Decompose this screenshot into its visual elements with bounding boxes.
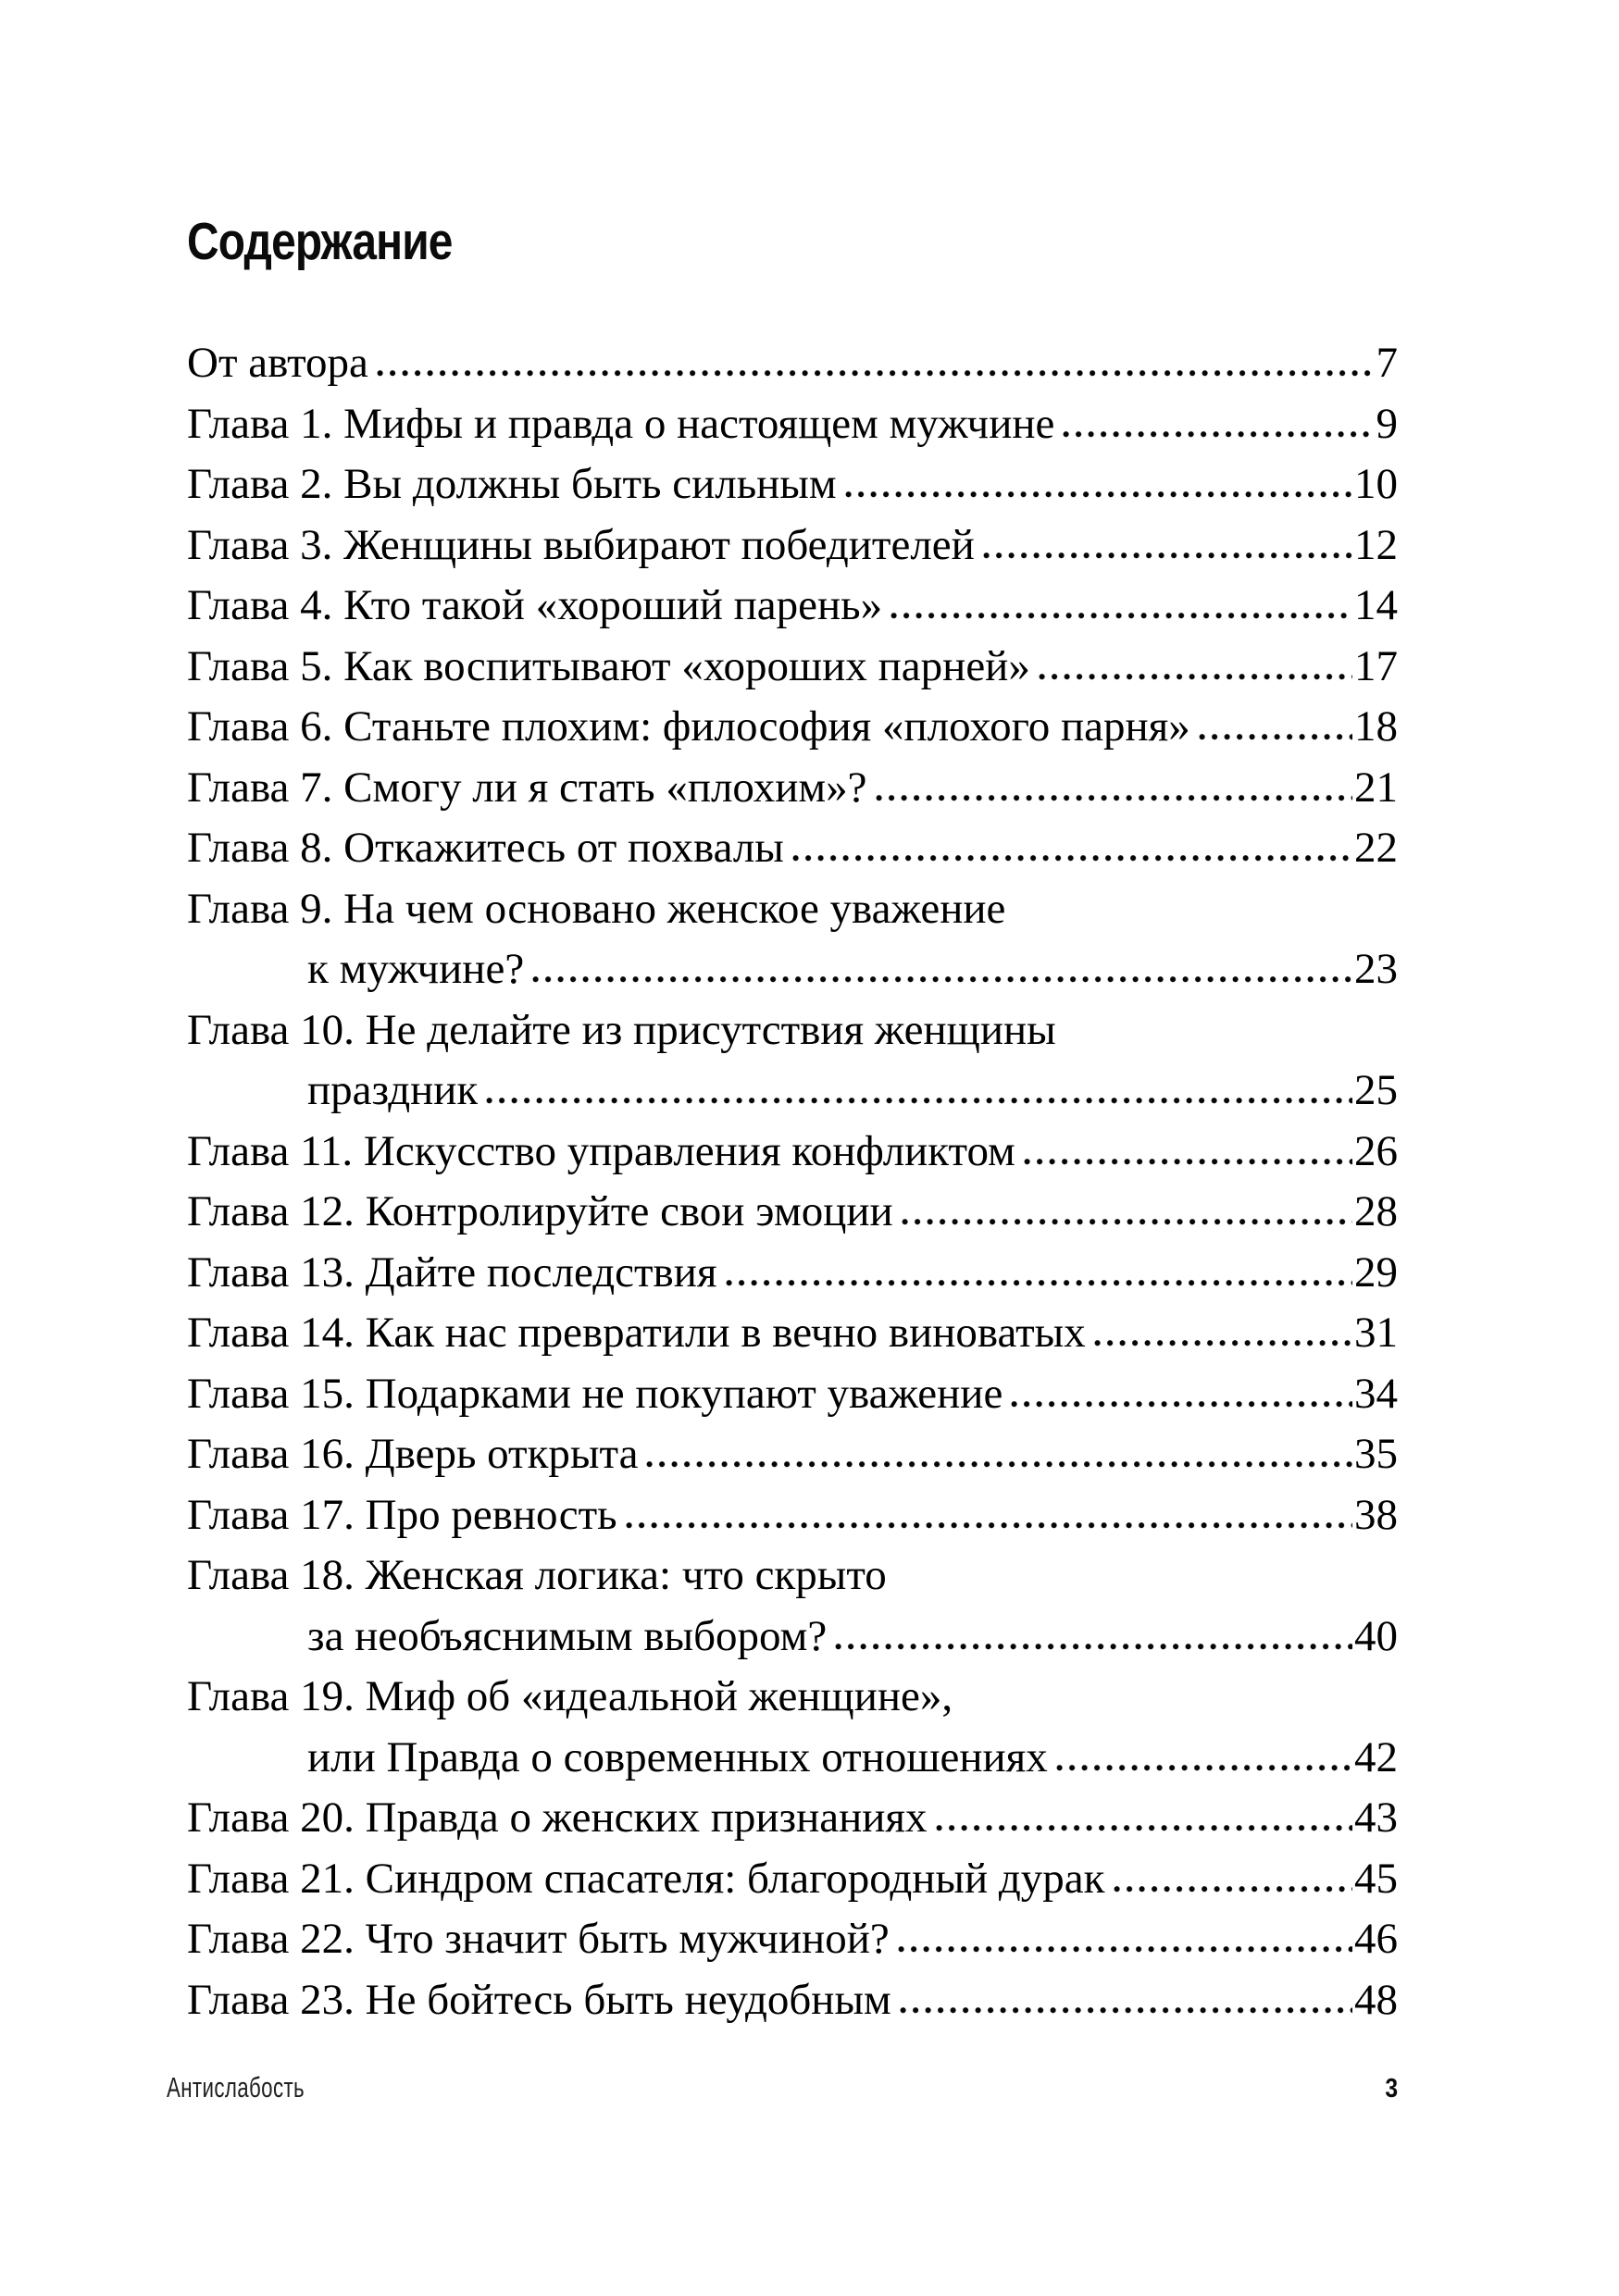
toc-page-number: 28 [1354,1187,1398,1235]
toc-page-number: 14 [1354,581,1398,629]
toc-page-number: 45 [1354,1854,1398,1903]
toc-entry-text: Глава 15. Подарками не покупают уважение [187,1369,1003,1418]
toc-entry [187,1303,1398,1364]
toc-page-number: 12 [1354,520,1398,569]
toc-entry-continuation-line [187,1728,1398,1789]
toc-entry-text: Глава 10. Не делайте из присутствия женщины [187,1005,1056,1054]
toc-entry-text: Глава 13. Дайте последствия [187,1247,717,1297]
toc-page-number: 7 [1376,339,1398,387]
toc-entry [187,1182,1398,1243]
toc-entry-text: Глава 20. Правда о женских признаниях [187,1793,928,1842]
toc-entry-line [187,394,1398,455]
toc-entry-line [187,1243,1398,1304]
toc-entry [187,1000,1398,1122]
dot-leader [1111,1885,1353,1893]
toc-entry-text: Глава 22. Что значит быть мужчиной? [187,1915,890,1963]
toc-entry-line [187,1667,1398,1728]
toc-entry [187,1122,1398,1183]
toc-entry-line [187,697,1398,758]
toc-entry-text: Глава 14. Как нас превратили в вечно виноватых [187,1309,1086,1357]
toc-entry-text: Глава 4. Кто такой «хороший парень» [187,581,883,629]
toc-entry-continuation-line [187,1061,1398,1122]
toc-entry-line [187,1970,1398,2031]
toc-page-number: 42 [1354,1732,1398,1781]
dot-leader [1091,1339,1352,1347]
toc-entry-line [187,879,1398,940]
toc-entry-text: Глава 9. На чем основано женское уважение [187,884,1006,933]
toc-entry-line [187,1849,1398,1910]
dot-leader [723,1279,1352,1286]
toc-entry-line [187,1424,1398,1485]
dot-leader [790,854,1352,862]
toc-entry-line [187,576,1398,637]
dot-leader [888,612,1352,619]
dot-leader [1196,733,1352,740]
toc-page-number: 23 [1354,945,1398,993]
toc-entry [187,1667,1398,1788]
dot-leader [899,1218,1352,1225]
toc-entry-text: Глава 3. Женщины выбирают победителей [187,520,975,569]
toc-entry-text: От автора [187,339,368,387]
toc-page-number: 10 [1354,460,1398,508]
toc-entry-line [187,1545,1398,1607]
toc-entry-text: Глава 5. Как воспитывают «хороших парней» [187,641,1030,690]
toc-list [187,333,1398,2030]
toc-entry [187,394,1398,455]
toc-entry-text: праздник [307,1066,479,1114]
toc-entry [187,1909,1398,1970]
dot-leader [1060,430,1374,438]
toc-entry-text: Глава 11. Искусство управления конфликтом [187,1126,1015,1175]
toc-entry [187,1788,1398,1849]
toc-entry [187,1243,1398,1304]
toc-page-number: 35 [1354,1430,1398,1478]
toc-entry [187,454,1398,515]
toc-entry [187,1485,1398,1546]
toc-entry-text: или Правда о современных отношениях [307,1732,1048,1781]
toc-page-number: 38 [1354,1490,1398,1539]
toc-entry [187,1849,1398,1910]
dot-leader [873,794,1352,801]
toc-entry-line [187,1000,1398,1061]
toc-entry-text: за необъяснимым выбором? [307,1611,828,1660]
toc-entry-continuation-line [187,1607,1398,1668]
toc-page-number: 40 [1354,1611,1398,1660]
toc-page-number: 25 [1354,1066,1398,1114]
footer-page-number: 3 [1385,2074,1398,2104]
toc-entry-text: Глава 21. Синдром спасателя: благородный дурак [187,1854,1105,1903]
footer-book-title: Антислабость [167,2071,305,2104]
toc-entry-text: Глава 12. Контролируйте свои эмоции [187,1187,893,1235]
dot-leader [529,975,1352,983]
toc-page-number: 26 [1354,1126,1398,1175]
dot-leader [1008,1400,1352,1408]
toc-entry-text: Глава 1. Мифы и правда о настоящем мужчине [187,399,1055,448]
dot-leader [1036,673,1352,680]
toc-entry [187,1424,1398,1485]
toc-entry-line [187,818,1398,879]
dot-leader [374,369,1375,377]
toc-page-number: 29 [1354,1247,1398,1297]
toc-entry-continuation-line [187,939,1398,1000]
toc-entry-text: Глава 17. Про ревность [187,1490,617,1539]
toc-page-number: 21 [1354,763,1398,812]
toc-entry-text: Глава 7. Смогу ли я стать «плохим»? [187,763,867,812]
dot-leader [643,1460,1352,1468]
toc-page-number: 46 [1354,1915,1398,1963]
toc-page-number: 31 [1354,1309,1398,1357]
toc-entry [187,515,1398,577]
toc-entry-text: Глава 18. Женская логика: что скрыто [187,1551,887,1599]
toc-entry-line [187,758,1398,819]
dot-leader [933,1824,1352,1831]
dot-leader [842,490,1352,498]
toc-entry-line [187,454,1398,515]
toc-page-number: 43 [1354,1793,1398,1842]
toc-entry [187,758,1398,819]
toc-entry-line [187,1485,1398,1546]
page-footer [167,2071,1398,2104]
dot-leader [483,1097,1352,1104]
toc-entry-line [187,515,1398,577]
toc-entry-line [187,333,1398,394]
toc-entry [187,333,1398,394]
toc-entry [187,879,1398,1000]
toc-entry-text: Глава 2. Вы должны быть сильным [187,460,837,508]
dot-leader [832,1643,1352,1650]
dot-leader [980,552,1352,559]
toc-page-number: 18 [1354,702,1398,751]
toc-entry-line [187,1788,1398,1849]
toc-entry-line [187,1122,1398,1183]
toc-entry [187,637,1398,698]
toc-page-number: 34 [1354,1369,1398,1418]
toc-entry-text: Глава 6. Станьте плохим: философия «плохого парня» [187,702,1190,751]
toc-page-number: 9 [1376,399,1398,448]
toc-page-number: 48 [1354,1975,1398,2024]
toc-entry [187,1545,1398,1667]
toc-entry-text: Глава 16. Дверь открыта [187,1430,639,1478]
toc-entry [187,576,1398,637]
dot-leader [895,1945,1352,1953]
toc-entry-line [187,637,1398,698]
toc-entry-text: Глава 19. Миф об «идеальной женщине», [187,1672,953,1720]
toc-entry [187,818,1398,879]
toc-entry [187,1364,1398,1425]
toc-entry-line [187,1303,1398,1364]
toc-entry-line [187,1182,1398,1243]
toc-entry-text: Глава 8. Откажитесь от похвалы [187,824,784,872]
dot-leader [1053,1764,1352,1771]
toc-page-number: 17 [1354,641,1398,690]
toc-entry-line [187,1364,1398,1425]
page-title: Содержание [187,212,453,271]
toc-entry [187,1970,1398,2031]
toc-entry-text: к мужчине? [307,945,525,993]
dot-leader [1021,1158,1352,1165]
dot-leader [897,2006,1352,2014]
dot-leader [623,1521,1352,1529]
toc-entry-line [187,1909,1398,1970]
toc-entry-text: Глава 23. Не бойтесь быть неудобным [187,1975,891,2024]
toc-page-number: 22 [1354,824,1398,872]
toc-entry [187,697,1398,758]
